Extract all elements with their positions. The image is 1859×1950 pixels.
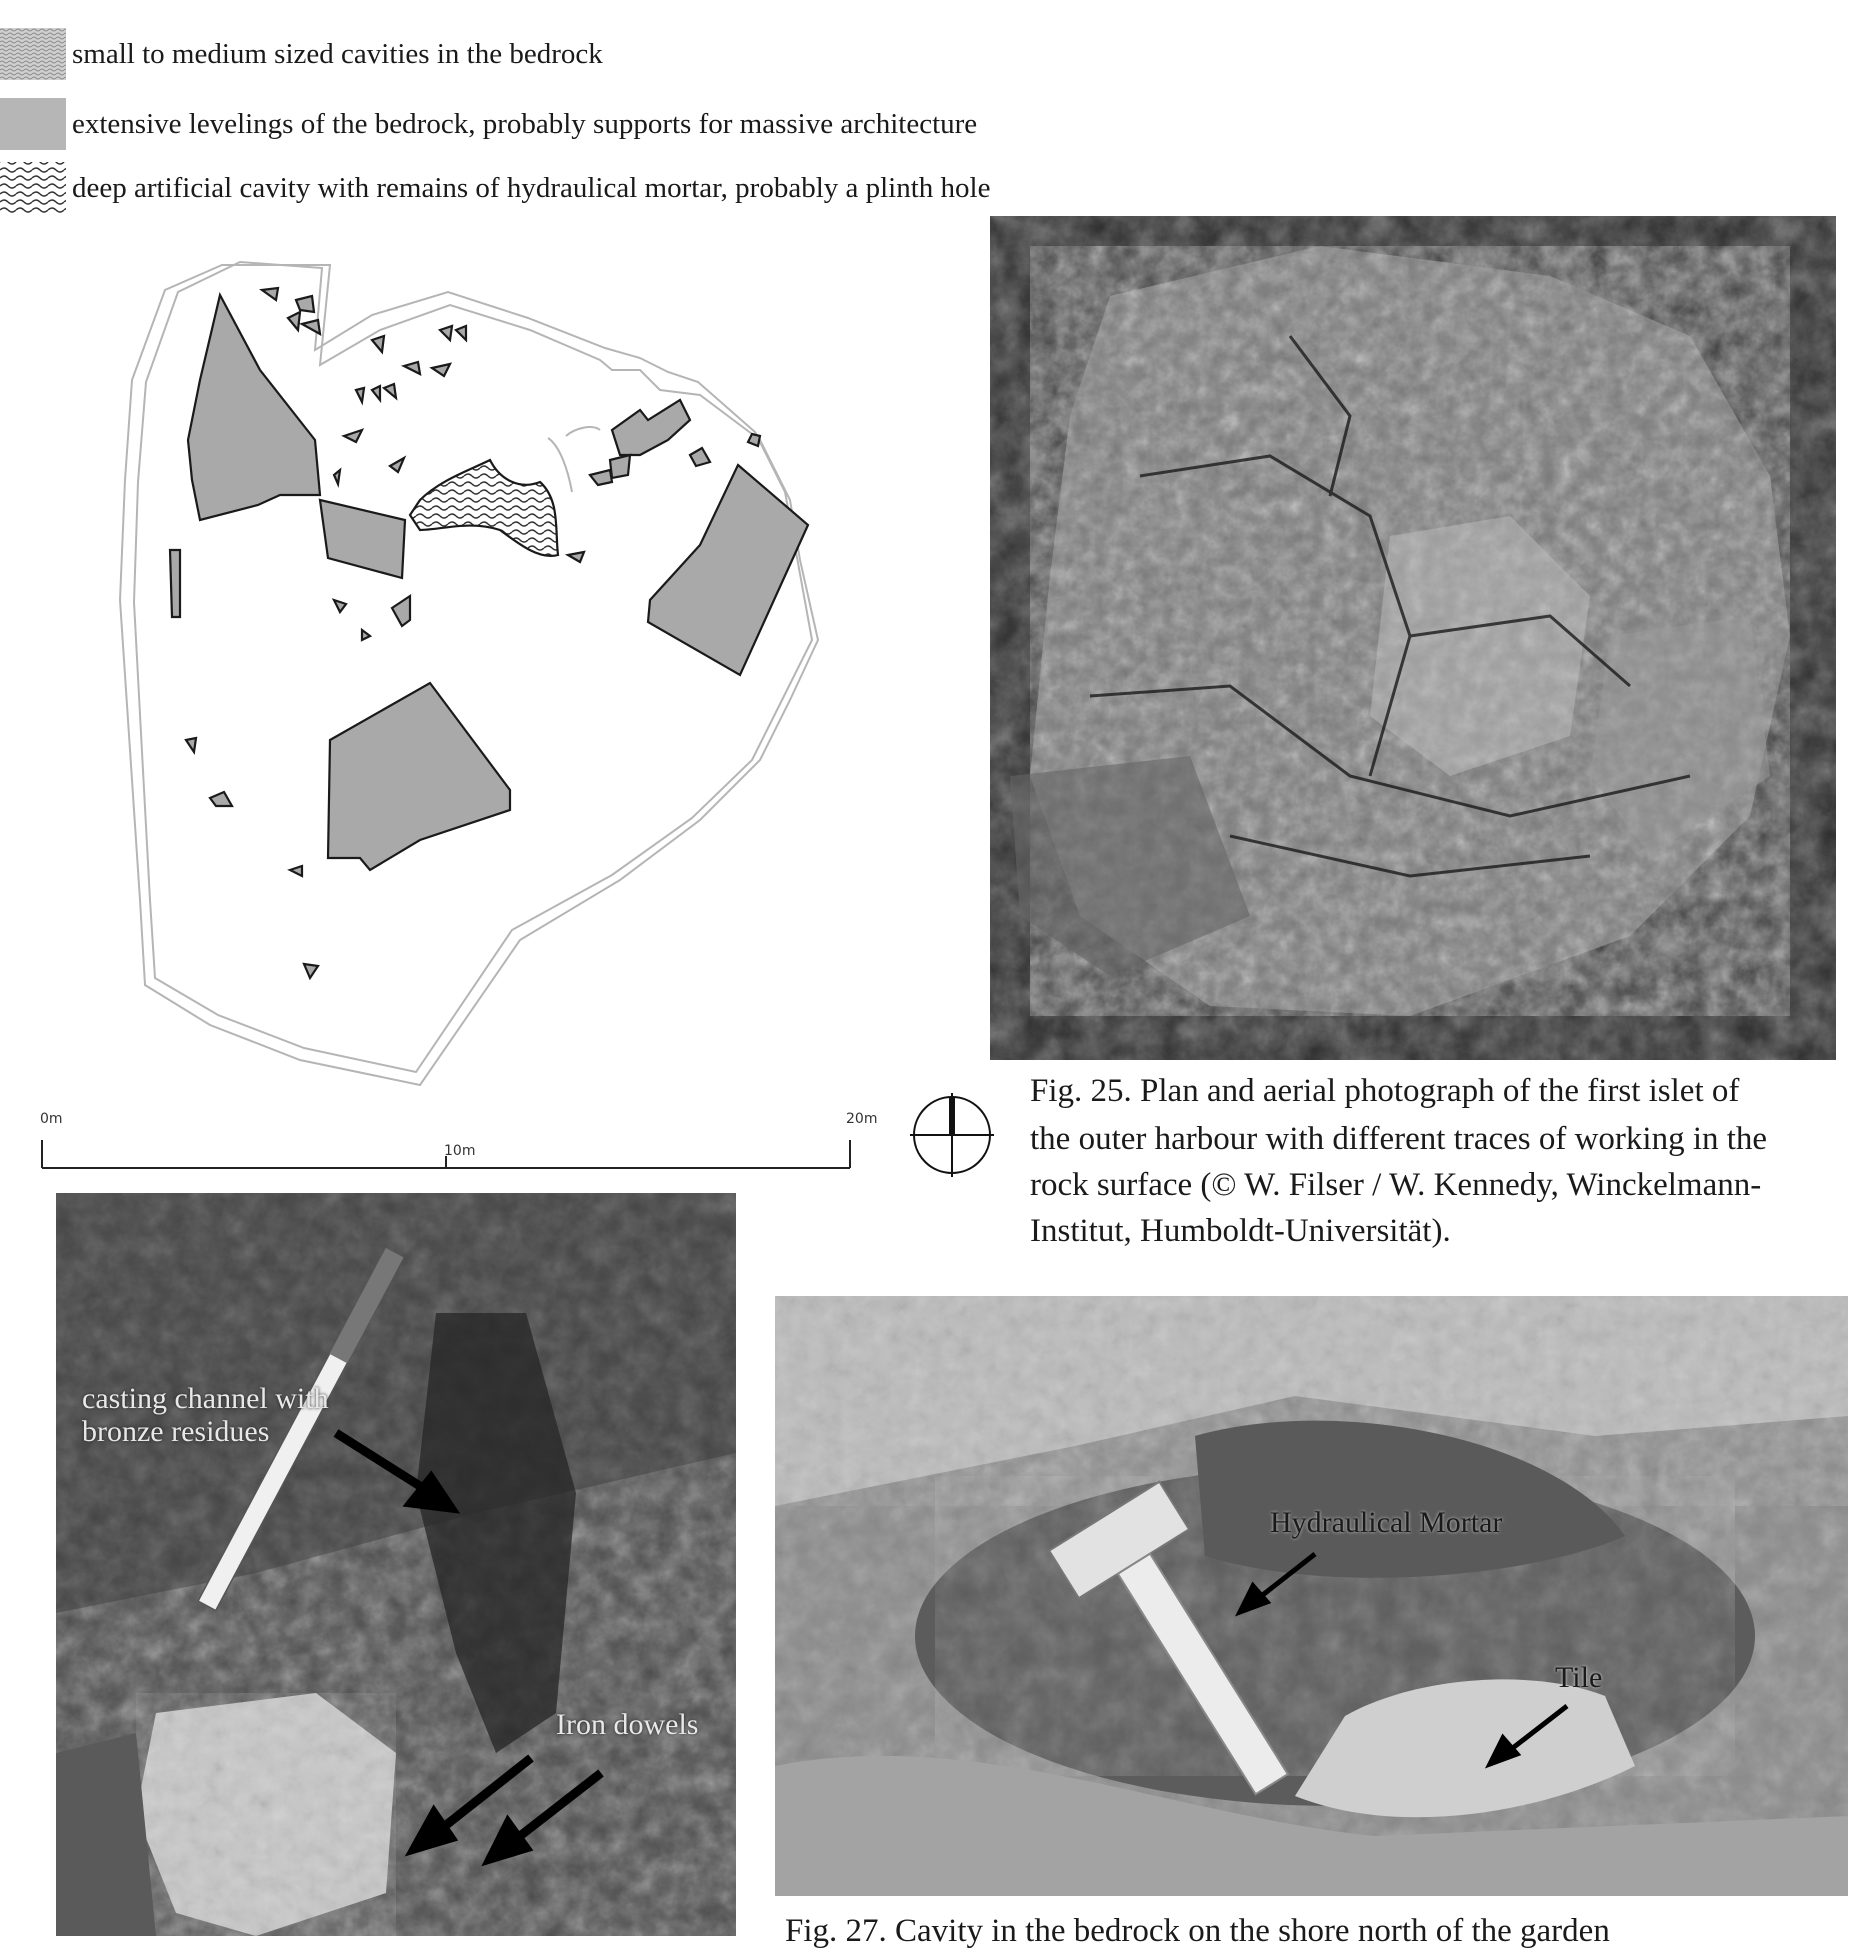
cavity-patch-1	[612, 400, 690, 455]
cavity-patch-2	[610, 455, 630, 478]
label-tile: Tile	[1555, 1661, 1603, 1694]
deep-cavity-plinth-hole	[410, 460, 558, 556]
fig25-caption-line2: the outer harbour with different traces of working in the	[1030, 1121, 1768, 1157]
fig27-caption-partial: Fig. 27. Cavity in the bedrock on the shore north of the garden	[785, 1913, 1610, 1949]
islet-plan-drawing	[0, 240, 990, 1180]
fig25-caption-line1: Fig. 25. Plan and aerial photograph of the first islet of	[1030, 1073, 1740, 1109]
wave-pattern-icon	[0, 158, 66, 218]
legend-label: deep artificial cavity with remains of hydraulical mortar, probably a plinth hole	[72, 171, 991, 204]
legend-item-levelings	[0, 94, 977, 154]
scale-label-start: 0m	[40, 1111, 63, 1127]
legend-label: extensive levelings of the bedrock, probably supports for massive architecture	[72, 107, 978, 140]
fig25-caption-line3: rock surface (© W. Filser / W. Kennedy, Winckelmann-	[1030, 1167, 1762, 1203]
leveling-strip-west	[170, 550, 180, 617]
label-casting-channel-line2: bronze residues	[82, 1415, 270, 1448]
aerial-photograph	[990, 216, 1836, 1060]
grey-fill-icon	[0, 94, 66, 154]
label-hydraulical-mortar: Hydraulical Mortar	[1270, 1506, 1503, 1539]
fig25-caption-line4: Institut, Humboldt-Universität).	[1030, 1213, 1451, 1249]
label-iron-dowels: Iron dowels	[556, 1708, 699, 1741]
label-casting-channel-line1: casting channel with	[82, 1382, 329, 1415]
scale-label-end: 20m	[846, 1111, 878, 1127]
speckle-pattern-icon	[0, 24, 66, 84]
legend-label: small to medium sized cavities in the bedrock	[72, 37, 603, 70]
casting-channel-photograph	[56, 1193, 736, 1936]
legend-item-small-cavities	[0, 24, 603, 84]
leveling-area-northwest	[188, 295, 320, 520]
leveling-area-south	[328, 683, 510, 870]
north-arrow-icon	[910, 1093, 994, 1177]
cavity-photograph	[775, 1296, 1848, 1896]
leveling-area-east	[648, 465, 808, 675]
scale-label-mid: 10m	[444, 1143, 476, 1159]
legend-item-deep-cavity	[0, 158, 990, 218]
leveling-area-central-north	[320, 500, 405, 578]
